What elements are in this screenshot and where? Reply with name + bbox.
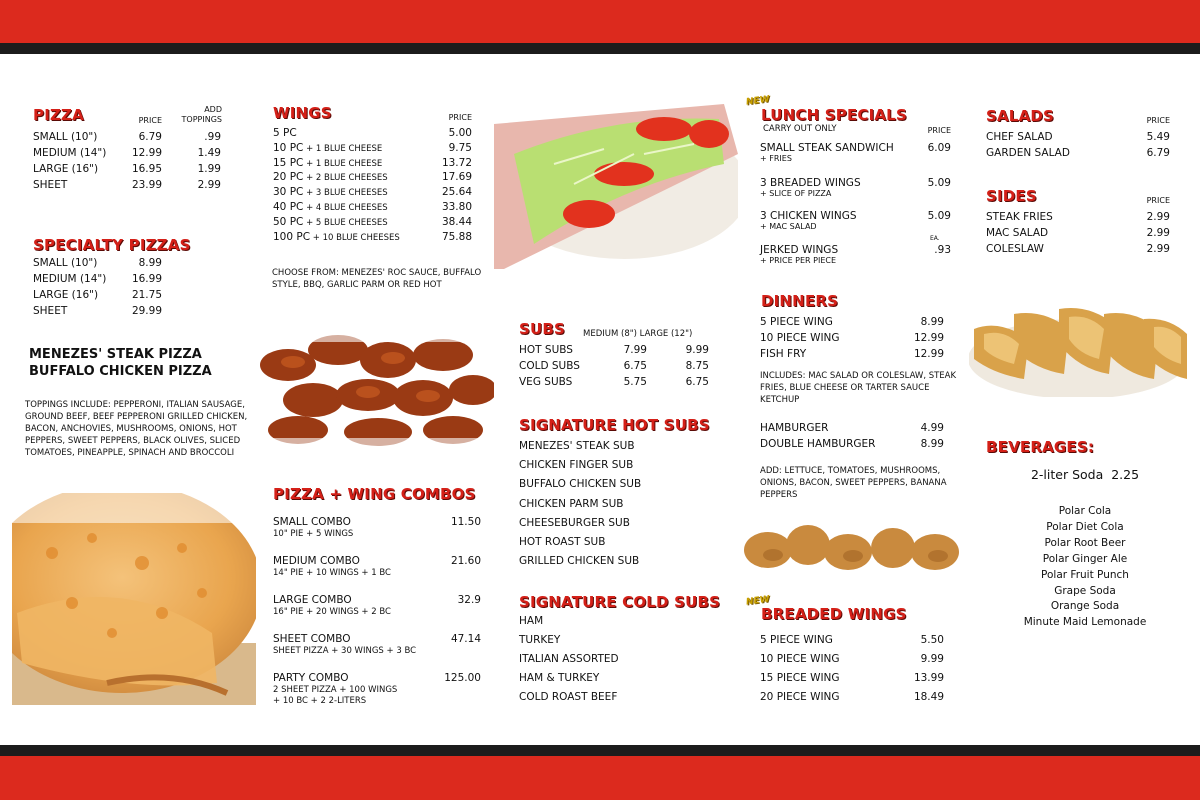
pizza-price-header: PRICE — [138, 116, 162, 125]
wings-count: 10 PC — [273, 141, 304, 154]
specialty-size: MEDIUM (14") — [33, 273, 107, 285]
side-name: COLESLAW — [986, 243, 1044, 255]
combo-price: 21.60 — [450, 555, 481, 567]
pizza-add-header-line2: TOPPINGS — [181, 115, 222, 124]
top-black-stripe — [0, 43, 1200, 54]
lunch-item-price: 6.09 — [927, 142, 951, 154]
combo-name: MEDIUM COMBO — [273, 555, 360, 567]
wings-count: 5 PC — [273, 127, 297, 139]
breaded-title: BREADED WINGS — [761, 605, 907, 623]
lunch-item-price: 5.09 — [927, 210, 951, 222]
bottom-black-stripe — [0, 745, 1200, 756]
hot-sub-item: GRILLED CHICKEN SUB — [519, 555, 640, 568]
wings-extra: + 10 BLUE CHEESES — [310, 232, 400, 243]
beverage-item: Minute Maid Lemonade — [1023, 616, 1147, 629]
cold-sub-item: HAM — [519, 615, 544, 627]
pizza-title: PIZZA — [33, 106, 84, 124]
pizza-photo — [12, 493, 256, 705]
wings-row — [273, 157, 382, 169]
side-name: STEAK FRIES — [986, 211, 1053, 223]
wings-count: 40 PC — [273, 201, 304, 213]
pizza-topping-price: 1.99 — [197, 163, 221, 175]
pizza-price: 23.99 — [131, 179, 162, 191]
wings-price: 17.69 — [441, 171, 472, 184]
lunch-item-name: SMALL STEAK SANDWICH — [760, 142, 894, 154]
burger-add-note: ADD: LETTUCE, TOMATOES, MUSHROOMS, ONIONS, BACON, SWEET PEPPERS, BANANA PEPPERS — [760, 466, 947, 500]
lunch-item-detail: + FRIES — [760, 154, 792, 163]
lunch-item-name: 3 CHICKEN WINGS — [760, 210, 857, 222]
lunch-item-name: JERKED WINGS — [760, 244, 839, 256]
sub-large-price: 8.75 — [685, 360, 709, 372]
breaded-wing-price: 13.99 — [913, 672, 944, 684]
pizza-price: 6.79 — [138, 131, 162, 143]
pizza-topping-price: .99 — [204, 131, 221, 143]
wings-count: 20 PC — [273, 171, 304, 184]
combo-detail: 2 SHEET PIZZA + 100 WINGS — [273, 685, 398, 695]
dinner-price: 12.99 — [913, 332, 944, 344]
sub-medium-price: 6.75 — [623, 360, 647, 372]
wings-count: 50 PC — [273, 215, 304, 228]
beverage-item: Polar Diet Cola — [1046, 520, 1124, 533]
lunch-new-badge: NEW — [745, 94, 771, 108]
wings-title: WINGS — [273, 104, 332, 122]
combo-price: 125.00 — [444, 672, 481, 684]
subs-title: SUBS — [519, 320, 566, 338]
sub-large-price: 9.99 — [685, 344, 709, 356]
dinner-price: 8.99 — [920, 316, 944, 328]
sub-large-price: 6.75 — [685, 376, 709, 388]
wings-extra: + 4 BLUE CHEESES — [303, 203, 388, 213]
salad-name: CHEF SALAD — [986, 131, 1053, 143]
cold-sub-item: HAM & TURKEY — [519, 672, 600, 684]
pizza-add-header-line1: ADD — [204, 105, 222, 114]
wings-row — [273, 201, 388, 213]
bottom-red-band — [0, 756, 1200, 800]
wings-extra: + 1 BLUE CHEESE — [303, 158, 383, 169]
burger-name: HAMBURGER — [760, 422, 829, 434]
pizza-size: SMALL (10") — [33, 131, 98, 143]
sub-medium-price: 5.75 — [623, 376, 647, 388]
lunch-item-detail: + PRICE PER PIECE — [760, 256, 837, 265]
cold-sub-item: COLD ROAST BEEF — [519, 691, 618, 703]
sub-type: VEG SUBS — [519, 376, 573, 388]
specialty-size: LARGE (16") — [33, 289, 99, 301]
beverage-item: Polar Fruit Punch — [1041, 568, 1129, 581]
sub-medium-price: 7.99 — [623, 344, 647, 356]
breaded-wing-name: 20 PIECE WING — [760, 691, 840, 703]
top-red-band — [0, 0, 1200, 43]
combo-price: 11.50 — [450, 516, 481, 528]
dinner-price: 12.99 — [913, 348, 944, 360]
lunch-subtitle: CARRY OUT ONLY — [763, 124, 837, 134]
pizza-topping-price: 2.99 — [197, 179, 221, 191]
dinners-includes-note: INCLUDES: MAC SALAD OR COLESLAW, STEAK FRIES, BLUE CHEESE OR TARTER SAUCE KETCHUP — [760, 371, 957, 405]
specialty-price: 8.99 — [138, 257, 162, 269]
lunch-item-price: 5.09 — [927, 177, 951, 189]
lunch-title: LUNCH SPECIALS — [761, 106, 907, 124]
pizza-add-header — [168, 105, 222, 125]
burger-name: DOUBLE HAMBURGER — [760, 438, 876, 450]
sub-sandwich-photo — [494, 94, 738, 269]
wings-extra: + 1 BLUE CHEESE — [303, 143, 383, 154]
hot-sub-item: HOT ROAST SUB — [519, 536, 606, 548]
wings-sauce-note: CHOOSE FROM: MENEZES' ROC SAUCE, BUFFALO STYLE, BBQ, GARLIC PARM OR RED HOT — [272, 268, 482, 290]
wings-extra: + 3 BLUE CHEESES — [303, 188, 388, 199]
dinner-name: FISH FRY — [760, 348, 807, 360]
hot-sub-item: CHEESEBURGER SUB — [519, 516, 630, 529]
combo-detail-2: + 10 BC + 2 2-LITERS — [273, 696, 367, 706]
side-price: 2.99 — [1146, 243, 1170, 255]
specialty-size: SMALL (10") — [33, 257, 98, 269]
wings-row — [273, 231, 400, 243]
specialty-price: 21.75 — [131, 289, 162, 301]
specialty-named-2: BUFFALO CHICKEN PIZZA — [29, 364, 212, 379]
soda-price: 2-liter Soda 2.25 — [1030, 467, 1140, 482]
wings-extra: + 5 BLUE CHEESES — [303, 217, 388, 228]
toppings-note: TOPPINGS INCLUDE: PEPPERONI, ITALIAN SAUSAGE, GROUND BEEF, BEEF PEPPERONI GRILLED CHICKEN, BACON, ANCHOVIES, MUSHROOMS, ONIONS, HOT PEPPERS, SWEET PEPPERS, BLACK OLIVES, SLICED TOMATOES, PINEAPPLE, SPINACH AND BROCCOLI — [25, 400, 248, 458]
wings-price: 9.75 — [448, 141, 472, 154]
wings-photo — [258, 320, 494, 455]
beverage-item: Orange Soda — [1050, 600, 1120, 613]
sides-price-header: PRICE — [1146, 196, 1170, 205]
salads-title: SALADS — [986, 107, 1055, 125]
beverage-item: Polar Cola — [1058, 505, 1112, 517]
breaded-wing-price: 9.99 — [920, 653, 944, 665]
hot-sub-item: BUFFALO CHICKEN SUB — [519, 478, 642, 491]
wings-price: 75.88 — [441, 230, 472, 243]
sides-title: SIDES — [986, 187, 1037, 205]
wings-price-header: PRICE — [448, 113, 472, 122]
combo-name: LARGE COMBO — [273, 594, 352, 606]
wings-price: 38.44 — [441, 215, 472, 228]
lunch-item-name: 3 BREADED WINGS — [760, 177, 861, 189]
pizza-price: 16.95 — [131, 163, 162, 175]
beverage-item: Polar Ginger Ale — [1042, 552, 1128, 565]
pizza-price: 12.99 — [131, 147, 162, 159]
wings-row — [273, 127, 297, 139]
hot-sub-item: CHICKEN FINGER SUB — [519, 459, 634, 472]
combo-name: SHEET COMBO — [273, 633, 351, 645]
breaded-wing-price: 5.50 — [920, 634, 944, 646]
combo-detail: 10" PIE + 5 WINGS — [273, 529, 354, 539]
salad-name: GARDEN SALAD — [986, 147, 1070, 159]
breaded-wing-price: 18.49 — [913, 691, 944, 703]
beverages-title: BEVERAGES: — [986, 438, 1095, 456]
lunch-item-detail: + MAC SALAD — [760, 222, 817, 231]
breaded-wing-name: 5 PIECE WING — [760, 634, 833, 646]
salad-price: 6.79 — [1146, 147, 1170, 159]
hot-sub-item: MENEZES' STEAK SUB — [519, 440, 635, 452]
wings-price: 25.64 — [441, 186, 472, 199]
steak-fries-photo — [969, 289, 1187, 397]
wings-count: 100 PC — [273, 230, 311, 243]
sub-type: HOT SUBS — [519, 344, 573, 356]
subs-size-header: MEDIUM (8") LARGE (12") — [583, 329, 693, 339]
hot-subs-title: SIGNATURE HOT SUBS — [519, 416, 710, 434]
wings-count: 15 PC — [273, 156, 304, 169]
wings-row — [273, 142, 382, 154]
burger-price: 8.99 — [920, 438, 944, 450]
cold-sub-item: TURKEY — [519, 634, 561, 646]
lunch-item-price: .93 — [934, 244, 951, 256]
combo-name: SMALL COMBO — [273, 516, 351, 528]
wings-price: 5.00 — [448, 127, 472, 139]
dinners-title: DINNERS — [761, 292, 839, 310]
dinner-name: 10 PIECE WING — [760, 332, 840, 344]
specialty-named-1: MENEZES' STEAK PIZZA — [29, 347, 202, 362]
beverage-item: Polar Root Beer — [1044, 536, 1126, 549]
combos-title: PIZZA + WING COMBOS — [273, 485, 476, 503]
specialty-title: SPECIALTY PIZZAS — [33, 236, 191, 254]
beverage-item: Grape Soda — [1054, 584, 1116, 597]
breaded-wing-name: 10 PIECE WING — [760, 653, 840, 665]
cold-subs-title: SIGNATURE COLD SUBS — [519, 593, 721, 611]
breaded-wings-photo — [743, 510, 965, 583]
breaded-new-badge: NEW — [745, 594, 771, 608]
lunch-item-detail: + SLICE OF PIZZA — [760, 189, 832, 198]
cold-sub-item: ITALIAN ASSORTED — [519, 653, 619, 665]
pizza-size: LARGE (16") — [33, 163, 99, 175]
specialty-price: 29.99 — [131, 305, 162, 317]
combo-price: 32.9 — [457, 594, 481, 606]
combo-detail: SHEET PIZZA + 30 WINGS + 3 BC — [273, 646, 417, 656]
lunch-each-label: EA. — [930, 235, 940, 242]
sub-type: COLD SUBS — [519, 360, 580, 372]
wings-extra: + 2 BLUE CHEESES — [303, 173, 388, 184]
side-name: MAC SALAD — [986, 227, 1049, 239]
breaded-wing-name: 15 PIECE WING — [760, 672, 840, 684]
salad-price: 5.49 — [1146, 131, 1170, 143]
specialty-size: SHEET — [33, 305, 68, 317]
hot-sub-item: CHICKEN PARM SUB — [519, 497, 624, 510]
wings-count: 30 PC — [273, 186, 304, 199]
combo-price: 47.14 — [450, 633, 481, 645]
lunch-price-header: PRICE — [927, 126, 951, 135]
wings-row — [273, 171, 388, 183]
combo-name: PARTY COMBO — [273, 672, 349, 684]
wings-price: 13.72 — [441, 156, 472, 169]
wings-price: 33.80 — [441, 201, 472, 213]
salads-price-header: PRICE — [1146, 116, 1170, 125]
side-price: 2.99 — [1146, 227, 1170, 239]
combo-detail: 16" PIE + 20 WINGS + 2 BC — [273, 607, 391, 617]
specialty-price: 16.99 — [131, 273, 162, 285]
wings-row — [273, 216, 388, 228]
dinner-name: 5 PIECE WING — [760, 316, 833, 328]
side-price: 2.99 — [1146, 211, 1170, 223]
wings-row — [273, 186, 388, 198]
pizza-topping-price: 1.49 — [197, 147, 221, 159]
pizza-size: SHEET — [33, 179, 68, 191]
pizza-size: MEDIUM (14") — [33, 147, 107, 159]
burger-price: 4.99 — [920, 422, 944, 434]
combo-detail: 14" PIE + 10 WINGS + 1 BC — [273, 568, 391, 578]
